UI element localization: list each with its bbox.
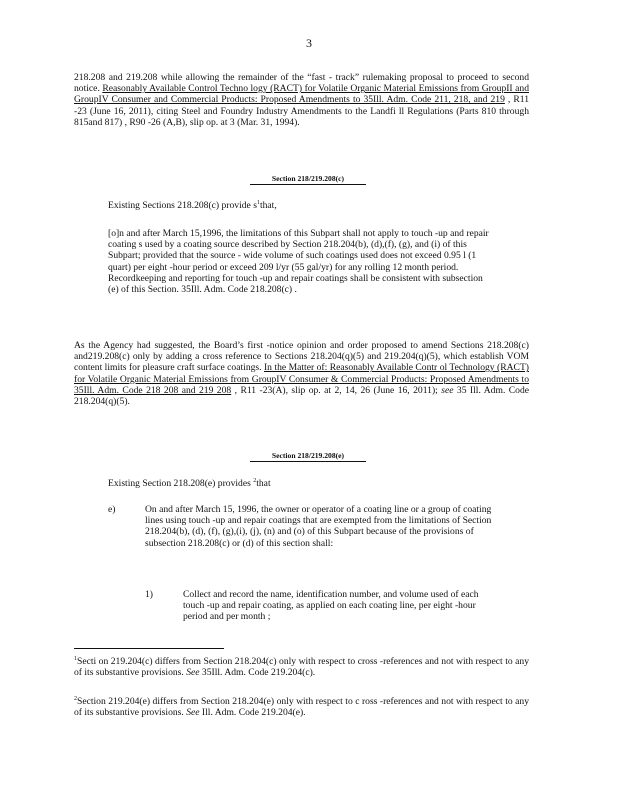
signal-see: See <box>186 707 200 719</box>
block-quote: [o]n and after March 15,1996, the limitations of this Subpart shall not apply to touch -up and repair coating s used by a coating source described by Section 218.204(b), (d),(f), (g), and (i) of this Subpart; provided that the source - wide volume of such coatings used does not exceed 0.95 l (1 quart) per eight -hour period or exceed 209 l/yr (55 gal/yr) for any rolling 12 month period. Recordkeeping and reporting for touch -up and repair coatings shall be consistent with subsection (e) of this Section. 35Ill. Adm. Code 218.208(c) . <box>108 228 489 296</box>
subsection-text: On and after March 15, 1996, the owner or operator of a coating line or a group of coating lines using touch -up and repair coatings that are exempted from the limitations of Section 218.204(b), (d), (f), (g),(i), (j), (n) and (o) of this Subpart because of the provisions of subsection 218.208(c) or (d) of this section shall: <box>145 504 492 549</box>
section-heading: Section 218/219.208(c) <box>250 174 366 185</box>
paragraph-text: 218.208 and 219.208 while allowing the remainder of the “fast - track” rulemaking proposal to proceed to second notice. <box>74 72 529 95</box>
footnote <box>74 696 529 718</box>
footnote-text: Section 219.204(e) differs from Section 218.204(e) only with respect to c ross -references and not with respect to any of its substantive provisions. <box>74 696 529 719</box>
section-intro <box>108 200 277 211</box>
case-citation: In the Matter of: Reasonably Available Contr ol Technology (RACT) for Volatile Organic Material Emissions from GroupIV Consumer & Commercial Products: Proposed Amendments to 35Ill. Adm. Code 218 208 and 219 208 <box>74 362 529 396</box>
section-intro <box>108 478 271 489</box>
paragraph-text: , R11 -23 (June 16, 2011), citing Steel and Foundry Industry Amendments to the Landfi ll Regulations (Parts 810 through 815and 817) , R90 -26 (A,B), slip op. at 3 (Mar. 31, 1994). <box>74 94 529 128</box>
intro-text: Existing Sections 218.208(c) provide s <box>108 200 257 211</box>
section-heading: Section 218/219.208(e) <box>250 451 366 462</box>
item-label: 1) <box>145 589 153 600</box>
footnote-number: 1 <box>74 655 77 662</box>
signal-see: see <box>441 384 454 396</box>
footnote-divider <box>74 648 224 649</box>
case-citation: Reasonably Available Control Techno logy (RACT) for Volatile Organic Material Emissions from GroupII and GroupIV Consumer and Commercial Products: Proposed Amendments to 35Ill. Adm. Code 211, 218, and 219 <box>74 83 529 106</box>
page-number: 3 <box>306 36 312 50</box>
agency-paragraph <box>74 340 529 407</box>
footnote-text: Secti on 219.204(c) differs from Section 218.204(c) only with respect to cross -references and not with respect to any of its substantive provisions. <box>74 656 529 679</box>
paragraph-text: 35 Ill. Adm. Code 218.204(q)(5). <box>74 384 530 408</box>
continued-paragraph <box>74 72 529 128</box>
paragraph-text: , R11 -23(A), slip op. at 2, 14, 26 (June 16, 2011); <box>231 384 442 396</box>
footnote-text: Ill. Adm. Code 219.204(e). <box>199 707 306 719</box>
signal-see: See <box>186 667 200 679</box>
intro-text: that <box>256 478 271 489</box>
footnote-number: 2 <box>74 695 77 702</box>
footnote-text: 35Ill. Adm. Code 219.204(c). <box>199 667 316 679</box>
paragraph-text: As the Agency had suggested, the Board’s first -notice opinion and order proposed to amend Sections 218.208(c) and219.208(c) only by adding a cross reference to Sections 218.204(q)(5) and 219.204(q)(5), which establish VOM content limits for pleasure craft surface coatings. <box>74 340 529 374</box>
footnote <box>74 656 529 678</box>
item-text: Collect and record the name, identification number, and volume used of each touch -up and repair coating, as applied on each coating line, per eight -hour period and per month ; <box>183 589 479 623</box>
footnote-ref: 2 <box>253 477 257 484</box>
footnote-ref: 1 <box>256 199 260 206</box>
intro-text: that, <box>259 200 277 211</box>
intro-text: Existing Section 218.208(e) provides <box>108 478 254 489</box>
subsection-label: e) <box>108 504 116 515</box>
